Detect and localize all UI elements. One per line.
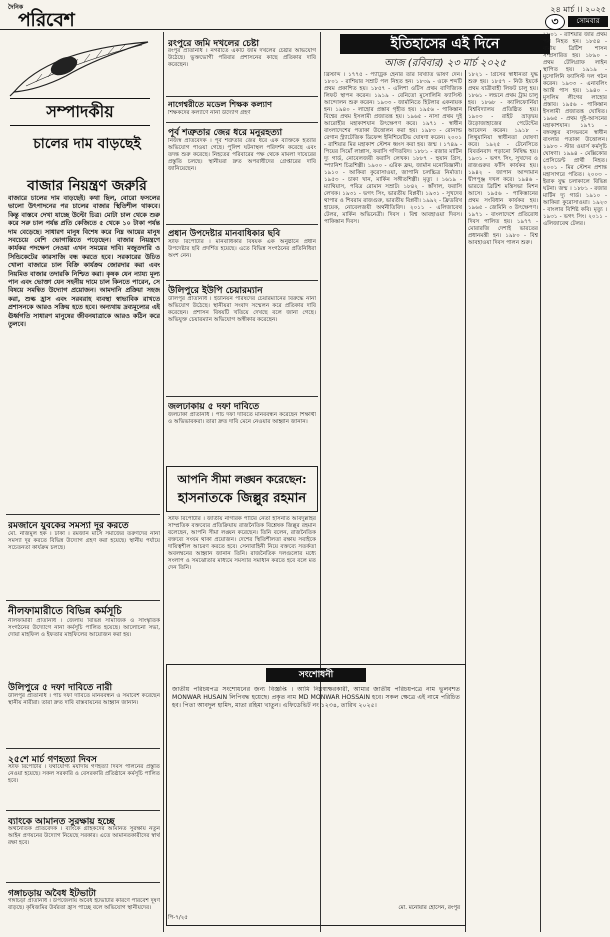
history-column-2: ১৮২১ - গ্রিসের স্বাধীনতা যুদ্ধ শুরু হয়। ১৮৫৭ - নিউ ইয়র্কে প্রথম যাত্রীবাহী লিফট চালু হয়। ১৮৬১ - লন্ডনে প্রথম ট্রাম চালু হয়। ১৮৬৮ - ক্যালিফোর্নিয়া বিশ্ববিদ্যালয় প্রতিষ্ঠিত হয়। ১৯০৩ - রাইট ভ্রাতৃদ্বয় উড়োজাহাজের পেটেন্টের আবেদন করেন। ১৯১৮ - লিথুয়ানিয়া স্বাধীনতা ঘোষণা করে। ১৯২৫ - টেনেসিতে বিবর্তনবাদ পড়ানো নিষিদ্ধ হয়। ১৯৩১ - ভগৎ সিং, সুখদেব ও রাজগুরুর ফাঁসি কার্যকর হয়। ১৯৪২ - জাপান আন্দামান দ্বীপপুঞ্জ দখল করে। ১৯৪৬ - ভারতে ব্রিটিশ মন্ত্রিসভা মিশন আসে। ১৯৫৬ - পাকিস্তানের প্রথম সংবিধান কার্যকর হয়। ১৯৬৫ - জেমিনি ৩ উৎক্ষেপণ। ১৯৭১ - বাংলাদেশে প্রতিরোধ দিবস পালিত হয়। ১৯৭৭ - মোরারজি দেশাই ভারতের প্রধানমন্ত্রী হন। ১৯৮০ - বিশ্ব আবহাওয়া দিবস পালন শুরু। (468, 72, 538, 246)
ulipur-women-headline: উলিপুরে ৫ দফা দাবিতে নারী (8, 683, 113, 693)
section-divider (166, 280, 318, 281)
jolkhaka-headline: জলঢাকায় ৫ দফা দাবিতে (168, 402, 260, 412)
nageshwari-subhead: শিক্ষকদের কল্যাণে নানা উদ্যোগ গ্রহণ (168, 110, 251, 116)
adviser-headline: প্রধান উপদেষ্টার মানবাধিকার ছবি (168, 229, 281, 239)
section-divider (166, 224, 318, 225)
correction-signature: মো. মনোয়ার হোসেন, রংপুর (398, 905, 460, 911)
section-divider (6, 514, 160, 515)
column-divider (163, 32, 164, 932)
ramadan-headline: রমজানে যুবকের সমস্যা দূর করতে (8, 521, 129, 531)
bank-deposit-headline: ব্যাংকে আমানত সুরক্ষায় হচ্ছে (8, 817, 115, 827)
rangpur-headline: রংপুরে জমি দখলের চেষ্টা (168, 39, 259, 49)
masthead (0, 0, 610, 30)
issue-date: ২৪ মার্চ ।। ২০২৫ (550, 5, 606, 14)
nilphamari-body: নীলফামারী প্রতিনিধি । জেলায় বিভিন্ন সামাজিক ও সাংস্কৃতিক সংগঠনের উদ্যোগে নানা কর্মসূচি পালিত হয়েছে। আলোচনা সভা, দোয়া মাহফিল ও ইফতার মাহফিলের আয়োজন করা হয়। (8, 618, 160, 638)
section-divider (6, 600, 160, 601)
lead-banner-line2: হাসনাতকে জিল্লুর রহমান (177, 491, 307, 506)
nilphamari-headline: নীলফামারীতে বিভিন্ন কর্মসূচি (8, 606, 122, 617)
feather-quill-icon (6, 36, 156, 100)
genocide-day-headline: ২৫শে মার্চ গণহত্যা দিবস (8, 755, 97, 765)
editorial-label: সম্পাদকীয় (10, 98, 150, 126)
correction-body: জাতীয় পরিচয়পত্র সংশোধনের জন্য বিজ্ঞপ্তি । আমি নিম্নস্বাক্ষরকারী, আমার জাতীয় পরিচয়পত্রে নাম ভুলবশত MONWAR HUSAIN লিপিবদ্ধ হয়েছে। প্রকৃত নাম MD MONWAR HOSSAIN হবে। সকল ক্ষেত্রে এই নামে পরিচিত হব। পিতা আবদুল হামিদ, মাতা রহিমা খাতুন। এফিডেভিট নং ১২৩৪, তারিখ ২০২৫। (172, 686, 460, 709)
left-column-signature: পি-৭/২৫ (168, 915, 188, 921)
jolkhaka-body: জলঢাকা প্রতিনিধি । পাঁচ দফা দাবিতে মানববন্ধন করেছেন শিক্ষার্থী ও অভিভাবকরা। তারা দ্রুত দাবি মেনে নেওয়ার আহ্বান জানান। (168, 412, 316, 425)
history-column-3: ১৮০১ - রাশিয়ার জার প্রথম পল নিহত হন। ১৮৫৪ - বার্মায় ব্রিটিশ শাসন সম্প্রসারিত হয়। ১৮৯০ - প্রথম টেলিগ্রাফ লাইন স্থাপিত হয়। ১৯১৯ - মুসোলিনি ফ্যাসিস্ট দল গঠন করেন। ১৯৩৩ - এনাবলিং অ্যাক্ট পাস হয়। ১৯৪০ - মুসলিম লীগের লাহোর প্রস্তাব। ১৯৫৬ - পাকিস্তান ইসলামী প্রজাতন্ত্র ঘোষিত। ১৯৬৫ - প্রথম দুই-আসনের মহাকাশযান। ১৯৭১ - বঙ্গবন্ধুর বাসভবনে স্বাধীন বাংলার পতাকা উত্তোলন। ১৯৮৩ - স্টার ওয়ার্স কর্মসূচি ঘোষণা। ১৯৯৪ - মেক্সিকোর প্রেসিডেন্ট প্রার্থী নিহত। ২০০১ - মির স্টেশন প্রশান্ত মহাসাগরে পতিত। ২০০৩ - ইরাক যুদ্ধ চলাকালে বিভিন্ন ঘটনা। জন্ম । ১৮৮১ - রজার মার্টিন দ্যু গার্ড। ১৯১০ - আকিরা কুরোসাওয়া। ১৯২৩ - বাংলার বিশিষ্ট কবি। মৃত্যু । ১৯৩১ - ভগৎ সিং। ২০১১ - এলিজাবেথ টেলর। (543, 32, 607, 227)
section-divider (6, 810, 160, 811)
editorial-body: বাজারে চালের দাম বাড়ছেই। কথা ছিল, বোরো ফসলের ভালো উৎপাদনের পর চালের বাজার স্থিতিশীল থাকবে। কিন্তু বাস্তবে দেখা যাচ্ছে উল্টো চিত্র। মোটা চাল থেকে শুরু করে সরু চাল পর্যন্ত প্রতি কেজিতে ৫ থেকে ১০ টাকা পর্যন্ত দাম বেড়েছে। সাধারণ মানুষ বিশেষ করে নিম্ন আয়ের মানুষ সবচেয়ে বেশি ভোগান্তিতে পড়েছেন। বাজার নিয়ন্ত্রণে কার্যকর পদক্ষেপ নেওয়া এখন সময়ের দাবি। মজুতদারি ও সিন্ডিকেটের কারসাজি বন্ধ করতে হবে। সরকারের উচিত খোলা বাজারে চাল বিক্রি কার্যক্রম জোরদার করা এবং নিয়মিত বাজার তদারকি নিশ্চিত করা। কৃষক যেন ন্যায্য মূল্য পান এবং ভোক্তা যেন সহনীয় দামে চাল কিনতে পারেন, সে বিষয়ে সমন্বিত উদ্যোগ প্রয়োজন। আমদানি প্রক্রিয়া সহজ করা, শুল্ক হ্রাস এবং সরবরাহ ব্যবস্থা স্বাভাবিক রাখতে প্রশাসনকে আরও সক্রিয় হতে হবে। অন্যথায় দ্রব্যমূল্যের এই ঊর্ধ্বগতি সাধারণ মানুষের জীবনযাত্রাকে আরও কঠিন করে তুলবে। (8, 194, 160, 329)
issue-day: সোমবার (568, 16, 608, 27)
logo-small-text: দৈনিক (8, 4, 24, 11)
history-heading: ইতিহাসের এই দিনে (340, 34, 550, 54)
correction-heading: সংশোধনী (266, 668, 366, 682)
murder-body: নিজস্ব প্রতিবেদক । পূর্ব শত্রুতার জের ধরে এক ব্যক্তিকে হত্যার অভিযোগ পাওয়া গেছে। পুলিশ ঘটনাস্থল পরিদর্শন করেছে এবং তদন্ত শুরু করেছে। নিহতের পরিবারের পক্ষ থেকে মামলা দায়েরের প্রস্তুতি চলছে। স্থানীয়রা দ্রুত অপরাধীদের গ্রেপ্তারের দাবি জানিয়েছেন। (168, 138, 316, 172)
ulipur-women-body: উলিপুর প্রতিনিধি । পাঁচ দফা দাবিতে মানববন্ধন ও সমাবেশ করেছেন স্থানীয় নারীরা। তারা দ্রুত দাবি বাস্তবায়নের আহ্বান জানান। (8, 693, 160, 706)
lead-banner-line1: আপনি সীমা লঙ্ঘন করেছেন: (177, 473, 307, 486)
gangachara-headline: গঙ্গাচড়ায় অবৈধ ইটভাটা (8, 889, 96, 899)
lead-story-body: স্টাফ রিপোর্টার । জাতীয় নাগরিক পার্টির নেতা হাসনাত আবদুল্লাহর সাম্প্রতিক বক্তব্যের প্রতিক্রিয়ায় রাজনৈতিক বিশ্লেষক জিল্লুর রহমান বলেছেন, আপনি সীমা লঙ্ঘন করেছেন। তিনি বলেন, রাজনৈতিক বক্তব্যে সংযম থাকা প্রয়োজন। দেশের স্থিতিশীলতা রক্ষায় সবাইকে দায়িত্বশীল আচরণ করতে হবে। সেনাবাহিনী নিয়ে বক্তব্যে সতর্কতা অবলম্বনের আহ্বান জানান তিনি। রাজনৈতিক দলগুলোর মধ্যে সংলাপ ও সমঝোতার মাধ্যমে সমস্যার সমাধান করতে হবে বলে মত দেন তিনি। (168, 516, 316, 571)
history-column-1: খ্রিস্টাব্দ । ১৭৭৫ - প্যাট্রিক হেনরি তার বিখ্যাত ভাষণ দেন। ১৮০১ - রাশিয়ার সম্রাট পল নিহত হন। ১৮৩৯ - ওকে শব্দটি প্রথম প্রকাশিত হয়। ১৮৫৭ - এলিশা ওটিস প্রথম বাণিজ্যিক লিফট স্থাপন করেন। ১৯১৯ - বেনিতো মুসোলিনি ফ্যাসিস্ট আন্দোলন শুরু করেন। ১৯৩৩ - জার্মানিতে হিটলার একনায়ক হন। ১৯৪০ - লাহোর প্রস্তাব গৃহীত হয়। ১৯৫৬ - পাকিস্তান বিশ্বের প্রথম ইসলামী প্রজাতন্ত্র হয়। ১৯৬৫ - নাসা প্রথম দুই আরোহীর মহাকাশযান উৎক্ষেপণ করে। ১৯৭১ - স্বাধীন বাংলাদেশের পতাকা উত্তোলন করা হয়। ১৯৮৩ - রোনাল্ড রেগান স্ট্র্যাটেজিক ডিফেন্স ইনিশিয়েটিভ ঘোষণা করেন। ২০০১ - রাশিয়ার মির মহাকাশ স্টেশন ধ্বংস করা হয়। জন্ম । ১৭৪৯ - পিয়ের সিমোঁ লাপ্লাস, ফরাসি গণিতবিদ। ১৮৮১ - রজার মার্টিন দ্যু গার্ড, নোবেলজয়ী ফরাসি লেখক। ১৮৮৭ - হুয়ান গ্রিস, স্প্যানিশ চিত্রশিল্পী। ১৯০০ - এরিক ফ্রম, জার্মান মনোবিজ্ঞানী। ১৯১০ - আকিরা কুরোসাওয়া, জাপানি চলচ্চিত্র নির্মাতা। ১৯৫৩ - চাকা খান, মার্কিন সঙ্গীতশিল্পী। মৃত্যু । ১৬১৯ - ম্যাথিয়াস, পবিত্র রোমান সম্রাট। ১৮৪২ - স্তাঁদাল, ফরাসি লেখক। ১৯৩১ - ভগৎ সিং, ভারতীয় বিপ্লবী। ১৯৩১ - সুখদেব থাপার ও শিবরাম রাজগুরু, ভারতীয় বিপ্লবী। ১৯৯২ - ফ্রিডরিখ হায়েক, নোবেলজয়ী অর্থনীতিবিদ। ২০১১ - এলিজাবেথ টেলর, মার্কিন অভিনেত্রী। দিবস । বিশ্ব আবহাওয়া দিবস। পাকিস্তান দিবস। (324, 72, 462, 225)
bank-deposit-body: অর্থনৈতিক প্রতিবেদক । ব্যাংকে গ্রাহকদের আমানত সুরক্ষায় নতুন আইন প্রণয়নের উদ্যোগ নিয়েছে সরকার। এতে আমানতকারীদের স্বার্থ রক্ষা হবে। (8, 826, 160, 846)
genocide-day-body: স্টাফ রিপোর্টার । যথাযোগ্য মর্যাদায় গণহত্যা দিবস পালনের প্রস্তুতি নেওয়া হয়েছে। সকল সরকারি ও বেসরকারি প্রতিষ্ঠানে কর্মসূচি পালিত হবে। (8, 764, 160, 784)
editorial-headline-line2: বাজার নিয়ন্ত্রণ জরুরি (27, 178, 147, 194)
section-divider (6, 882, 160, 883)
section-divider (166, 396, 318, 397)
newspaper-logo (6, 2, 86, 31)
editorial-headline-line1: চালের দাম বাড়ছেই (33, 136, 141, 152)
lead-story-banner (166, 466, 318, 512)
column-divider (540, 70, 541, 932)
gangachara-body: গঙ্গাচড়া প্রতিনিধি । উপজেলায় অবৈধ ইটভাটার কারণে পরিবেশ দূষণ বাড়ছে। কৃষিজমির উর্বরতা হ্রাস পাচ্ছে বলে অভিযোগ স্থানীয়দের। (8, 898, 160, 911)
chairman-body: উলিপুর প্রতিনিধি । ইউনিয়ন পরিষদের চেয়ারম্যানের বিরুদ্ধে নানা অভিযোগ উঠেছে। স্থানীয়রা সংবাদ সম্মেলন করে প্রতিকার দাবি করেছেন। প্রশাসন বিষয়টি খতিয়ে দেখছে বলে জানা গেছে। অভিযুক্ত চেয়ারম্যান অভিযোগ অস্বীকার করেছেন। (168, 296, 316, 323)
section-divider (6, 748, 160, 749)
nageshwari-headline: নাগেশ্বরীতে মডেল শিক্ষক কল্যাণ (168, 100, 273, 109)
murder-headline: পূর্ব শত্রুতার জের ধরে মনুরহত্যা (168, 128, 283, 138)
page-number: ৩ (545, 14, 565, 30)
history-date: আজ (রবিবার) ২৩ মার্চ ২০২৫ (384, 58, 506, 69)
adviser-body: স্টাফ রিপোর্টার । মানবাধিকার বিষয়ক এক অনুষ্ঠানে প্রধান উপদেষ্টার ছবি প্রদর্শিত হয়েছে। এতে বিভিন্ন সংগঠনের প্রতিনিধিরা অংশ নেন। (168, 239, 316, 259)
rangpur-body: রংপুর প্রতিনিধি । নগরীতে একটি জমি দখলের চেষ্টার অভিযোগ উঠেছে। ভুক্তভোগী পরিবার প্রশাসনের কাছে প্রতিকার দাবি করেছেন। (168, 48, 316, 68)
logo-main-text: পরিবেশ (18, 9, 75, 31)
chairman-headline: উলিপুরে ইউপি চেয়ারম্যান (168, 286, 263, 296)
section-divider (166, 122, 318, 123)
section-divider (166, 96, 318, 97)
ramadan-body: মো. নাজমুল হক । ঢাকা । রমজান মাসে সমাজের তরুণদের নানা সমস্যা দূর করতে বিভিন্ন উদ্যোগ গ্রহণ করা হয়েছে। স্থানীয় পর্যায়ে সচেতনতা কার্যক্রম চলছে। (8, 531, 160, 551)
